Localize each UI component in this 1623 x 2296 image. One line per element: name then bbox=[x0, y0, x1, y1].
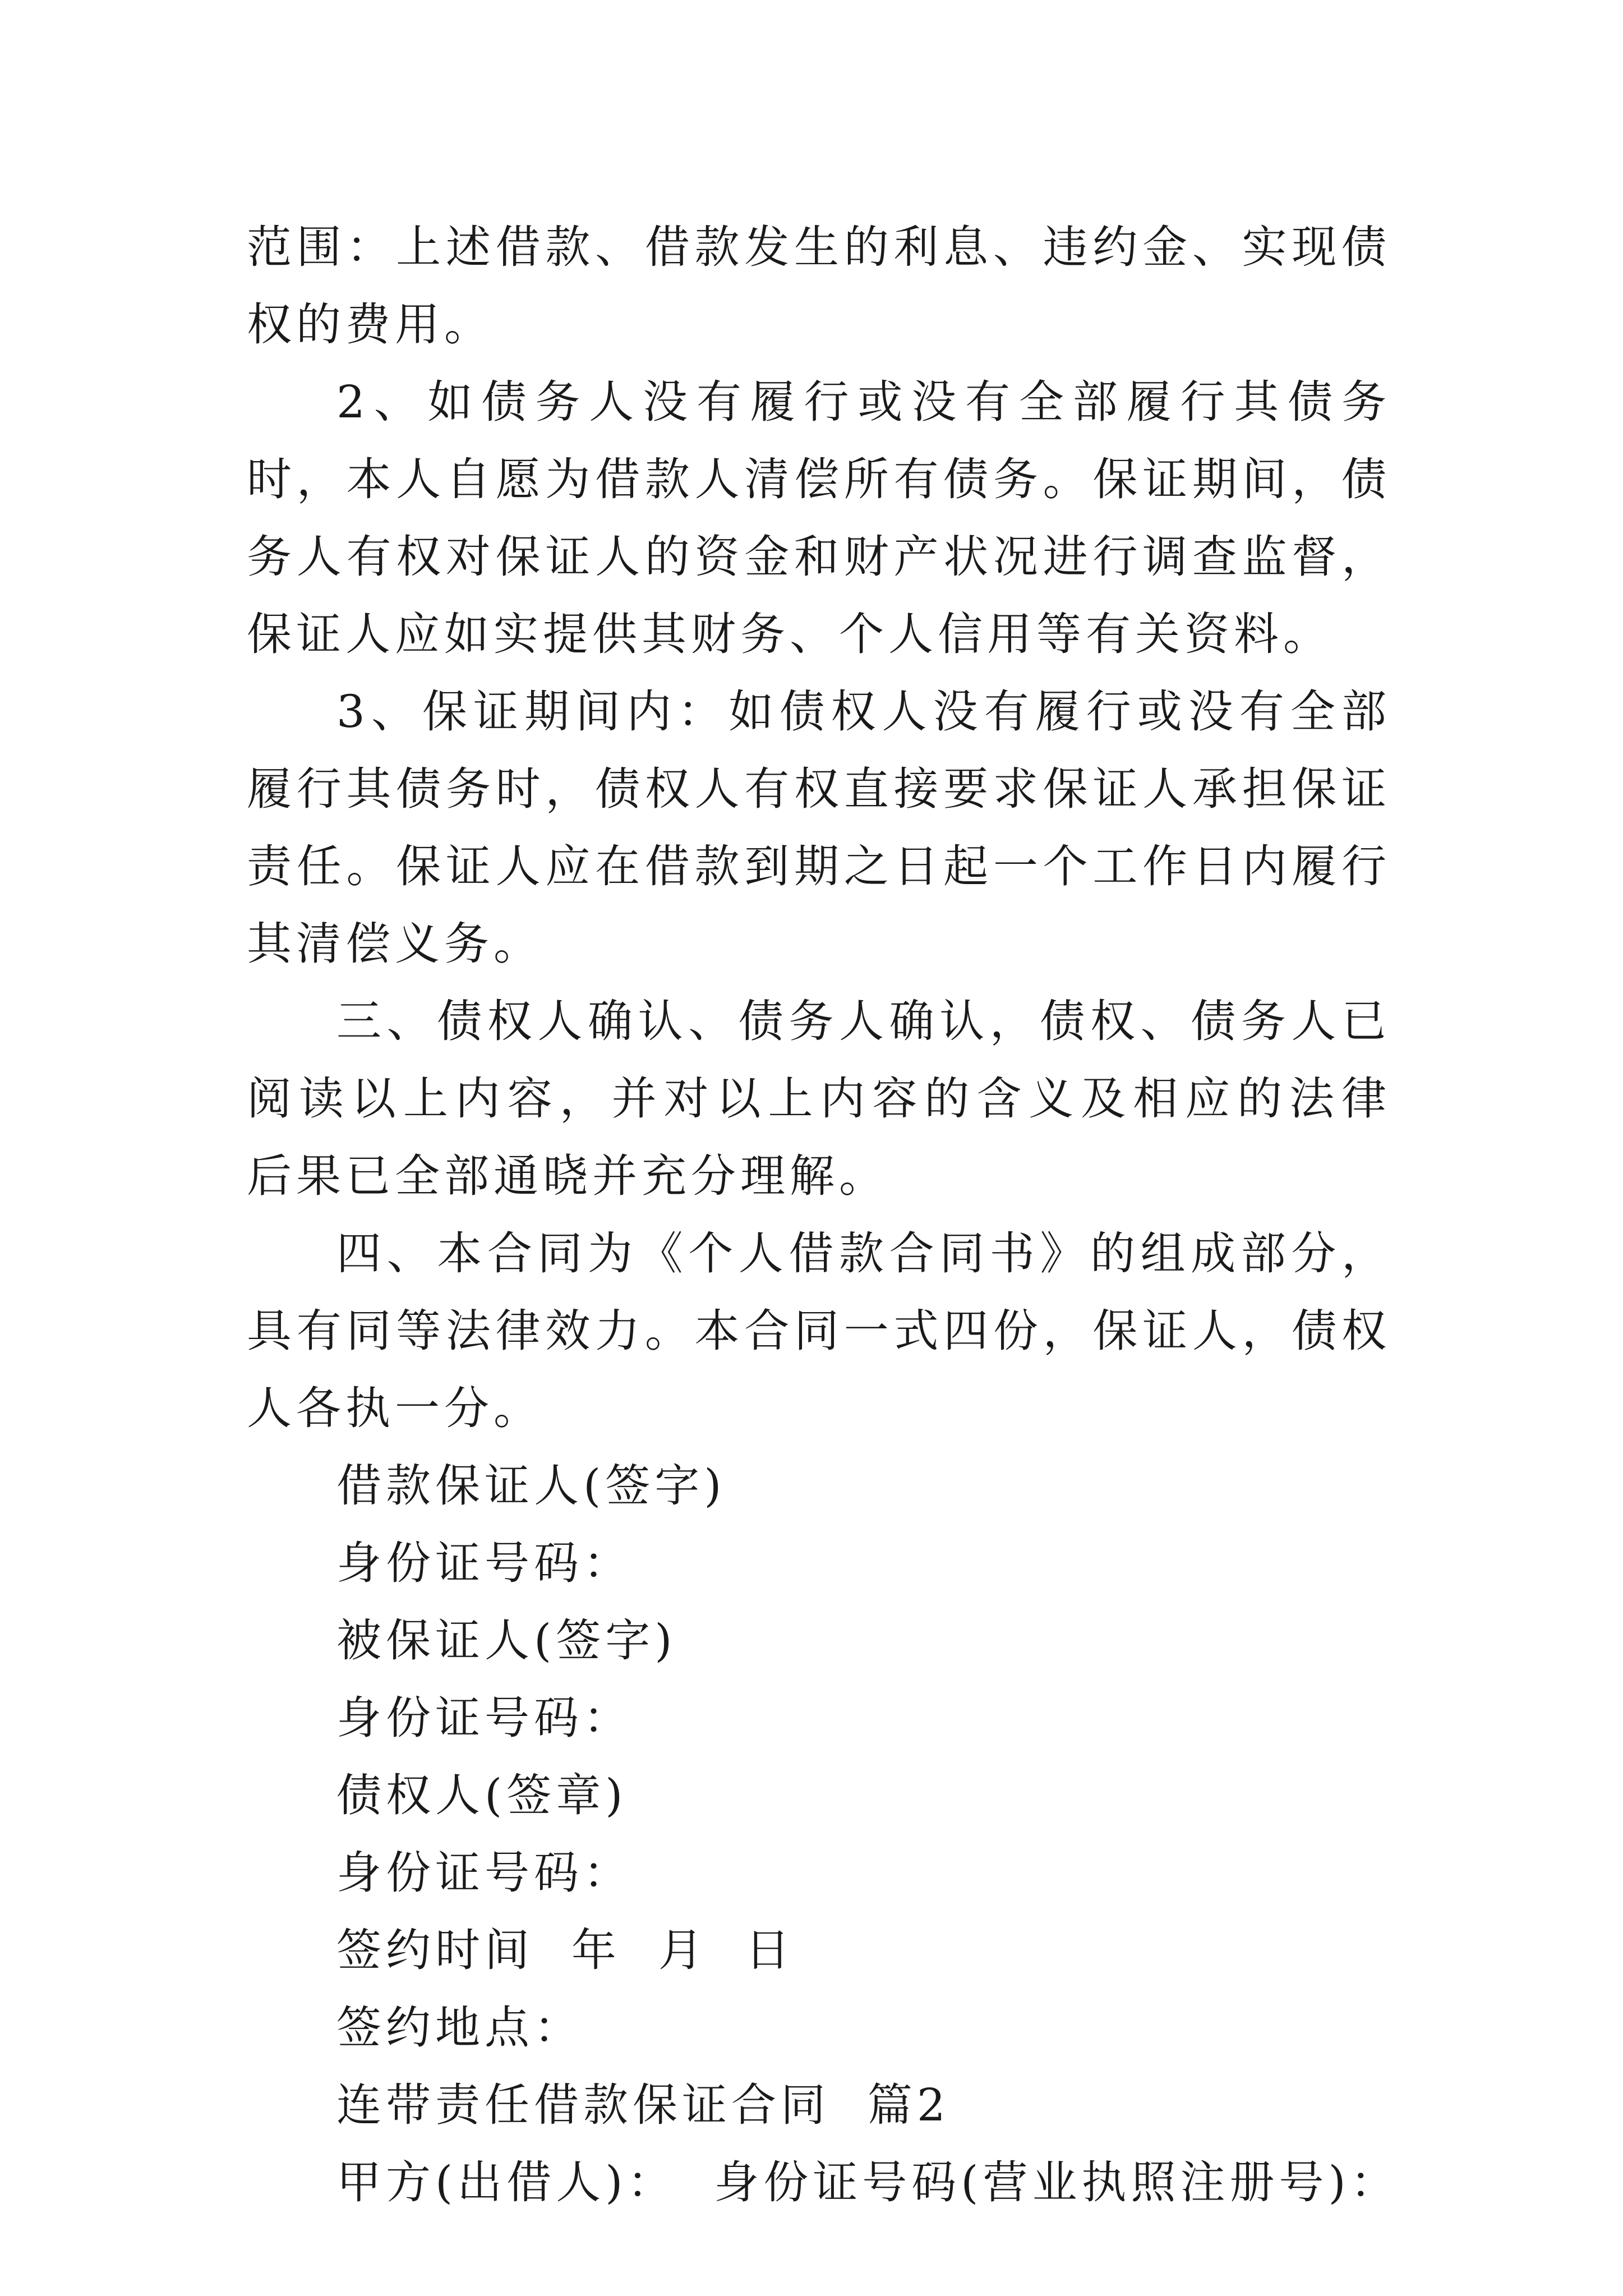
field-creditor-id: 身份证号码： bbox=[336, 1847, 633, 1899]
paragraph-section-3: 三、债权人确认、债务人确认，债权、债务人已阅读以上内容，并对以上内容的含义及相应的法律 后果已全部通晓并充分理解。 bbox=[247, 995, 1391, 1202]
paragraph-clause-2: 2、如债务人没有履行或没有全部履行其债务时，本人自愿为借款人清偿所有债务。保证期间，债务人有权对保证人的资金和财产状况进行调查监督，保证人应如实提供其财务、个人信用等有关资料。 bbox=[247, 376, 1391, 660]
field-guaranteed-signature: 被保证人(签字) bbox=[336, 1614, 677, 1667]
paragraph-section-4: 四、本合同为《个人借款合同书》的组成部分，具有同等法律效力。本合同一式四份，保证人，债权人各执一分。 bbox=[247, 1227, 1391, 1434]
field-guarantor-signature: 借款保证人(签字) bbox=[336, 1460, 726, 1512]
section-heading-part-2: 连带责任借款保证合同 篇2 bbox=[336, 2079, 950, 2131]
document-body bbox=[247, 209, 1400, 2221]
field-signing-place: 签约地点： bbox=[336, 2001, 583, 2054]
field-creditor-seal: 债权人(签章) bbox=[336, 1769, 628, 1821]
field-signing-date: 签约时间 年 月 日 bbox=[336, 1924, 795, 1976]
field-guarantor-id: 身份证号码： bbox=[336, 1537, 633, 1589]
paragraph-scope: 范围：上述借款、借款发生的利息、违约金、实现债权的费用。 bbox=[247, 221, 1391, 351]
field-guaranteed-id: 身份证号码： bbox=[336, 1692, 633, 1744]
paragraph-clause-3: 3、保证期间内：如债权人没有履行或没有全部履行其债务时，债权人有权直接要求保证人承担保证责任。保证人应在借款到期之日起一个工作日内履行其清偿义务。 bbox=[247, 685, 1391, 970]
field-party-a-lender: 甲方(出借人)： 身份证号码(营业执照注册号)： bbox=[336, 2156, 1400, 2208]
